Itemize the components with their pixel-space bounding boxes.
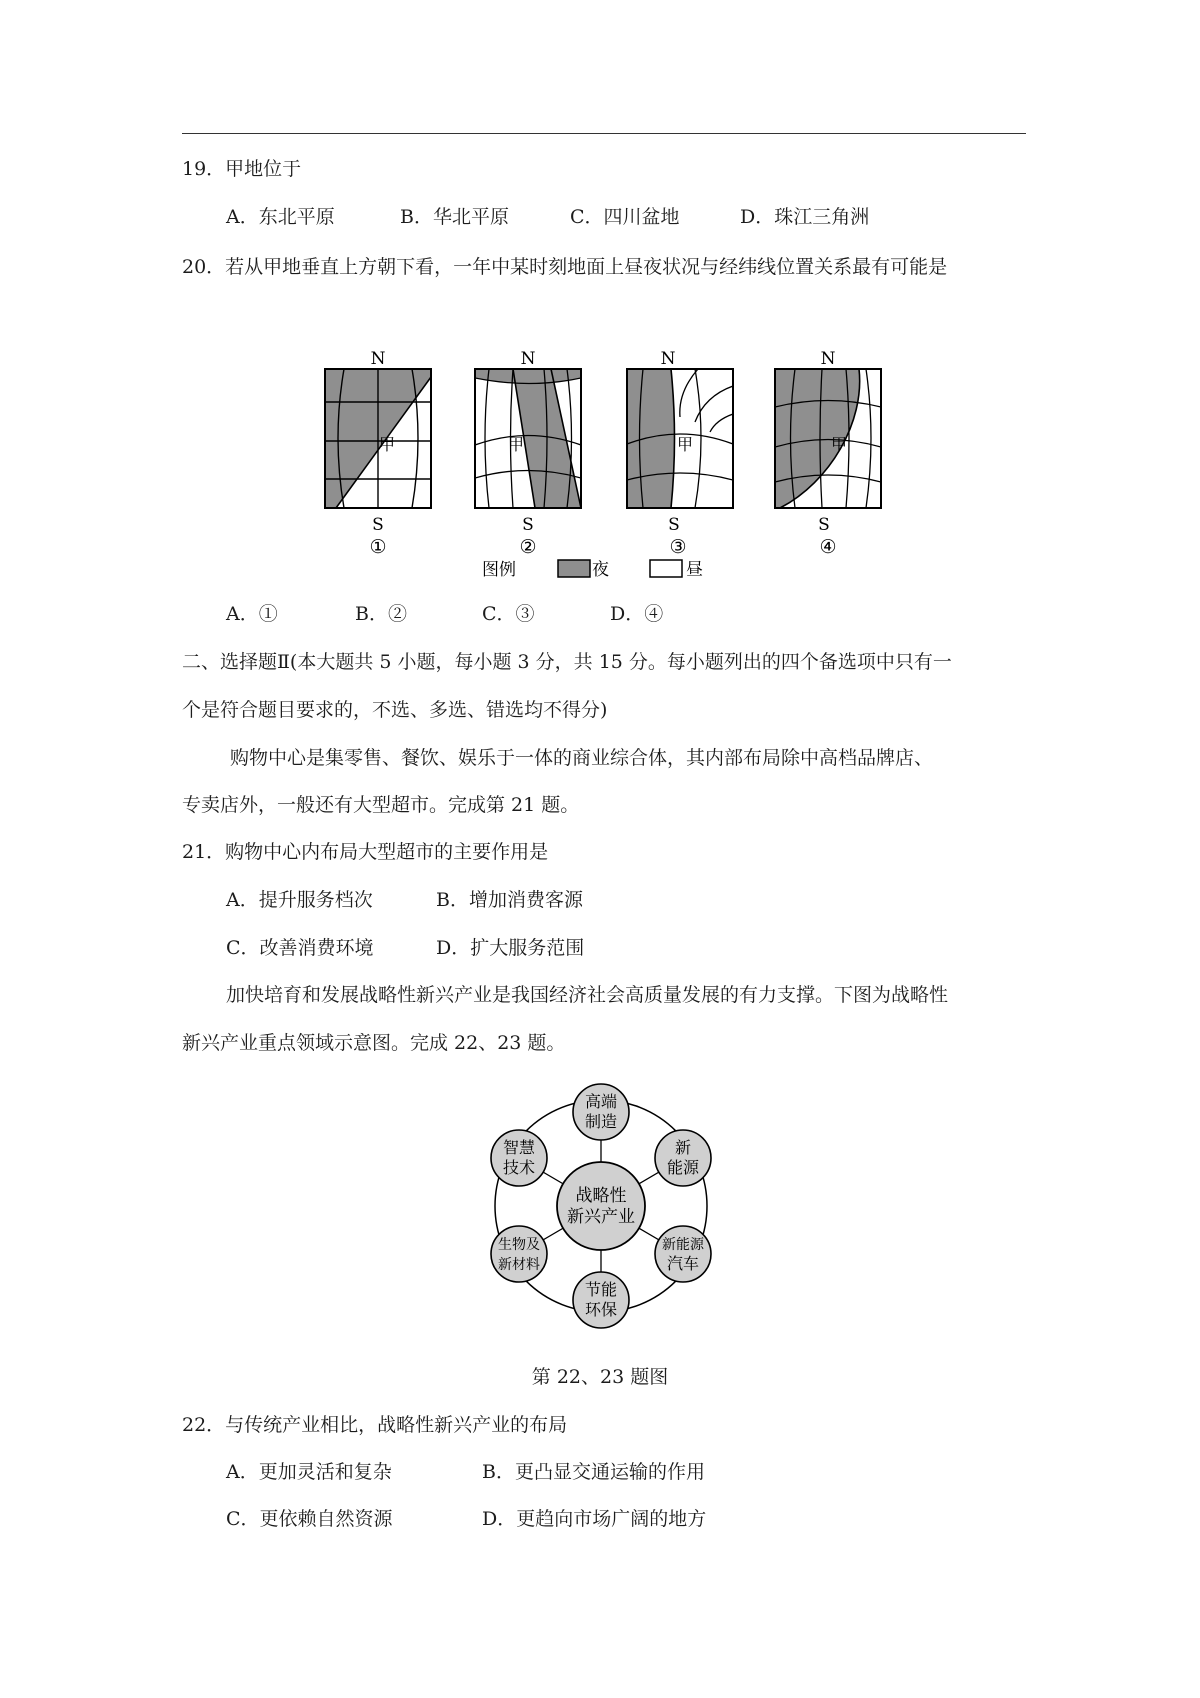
panel-number: ④ [819,536,837,558]
panel-3 [627,349,733,558]
point-jia-label: 甲 [507,435,525,454]
q22-option-b: B．更凸显交通运输的作用 [482,1461,705,1483]
q20-option-a: A．① [226,603,278,625]
legend-day-label: 昼 [686,560,703,580]
q22-option-d: D．更趋向市场广阔的地方 [482,1508,707,1530]
north-label: N [820,349,836,369]
node-label: 生物及 [498,1237,540,1253]
legend-night-swatch [558,560,590,577]
passage21-line1: 购物中心是集零售、餐饮、娱乐于一体的商业综合体，其内部布局除中高档品牌店、 [230,747,934,769]
panel-number: ② [519,536,537,558]
panel-number: ① [369,536,387,558]
node-label: 技术 [502,1158,536,1177]
north-label: N [520,349,536,369]
node-label: 新材料 [498,1257,540,1273]
south-label: S [522,515,534,535]
north-label: N [660,349,676,369]
node-label: 节能 [584,1280,618,1299]
center-node [557,1162,645,1250]
node-label: 能源 [666,1158,700,1177]
point-jia-label: 甲 [378,435,396,454]
q19-option-d: D．珠江三角洲 [740,206,870,228]
node-label: 汽车 [666,1254,700,1273]
legend-day-swatch [650,560,682,577]
passage22-line2: 新兴产业重点领域示意图。完成 22、23 题。 [182,1032,566,1054]
node-high-end-manufacturing [573,1084,629,1140]
q21-option-c: C．改善消费环境 [226,937,374,959]
q22-stem: 22．与传统产业相比，战略性新兴产业的布局 [182,1414,568,1436]
node-label: 新 [674,1138,692,1157]
q22-option-a: A．更加灵活和复杂 [226,1461,392,1483]
passage21-line2: 专卖店外，一般还有大型超市。完成第 21 题。 [182,794,580,816]
section2-line2: 个是符合题目要求的，不选、多选、错选均不得分) [182,699,608,721]
point-jia-label: 甲 [830,435,848,454]
node-label: 智慧 [502,1138,536,1157]
node-label: 制造 [584,1112,618,1131]
q21-option-b: B．增加消费客源 [436,889,583,911]
panel-1 [325,349,431,558]
q20-option-b: B．② [355,603,407,625]
node-label: 新能源 [662,1237,704,1253]
south-label: S [668,515,680,535]
node-label: 环保 [584,1300,618,1319]
node-new-energy-vehicles [655,1226,711,1282]
south-label: S [372,515,384,535]
q21-option-a: A．提升服务档次 [226,889,373,911]
q22-option-c: C．更依赖自然资源 [226,1508,393,1530]
diagram-caption: 第 22、23 题图 [531,1366,669,1388]
legend-label: 图例 [482,560,516,580]
q20-option-d: D．④ [610,603,664,625]
center-label-line1: 战略性 [575,1186,627,1206]
south-label: S [818,515,830,535]
node-new-energy [655,1130,711,1186]
daynight-figure [300,342,900,591]
q19-option-b: B．华北平原 [400,206,509,228]
panel-number: ③ [669,536,687,558]
q19-option-c: C．四川盆地 [570,206,680,228]
point-jia-label: 甲 [676,435,694,454]
panel-4 [775,349,881,558]
header-rule [182,133,1026,134]
figure-legend [482,560,703,580]
node-energy-saving [573,1272,629,1328]
q21-stem: 21．购物中心内布局大型超市的主要作用是 [182,841,549,863]
q20-stem: 20．若从甲地垂直上方朝下看，一年中某时刻地面上昼夜状况与经纬线位置关系最有可能是 [182,256,948,278]
section2-line1: 二、选择题Ⅱ(本大题共 5 小题，每小题 3 分，共 15 分。每小题列出的四个备选项中只有一 [182,651,952,673]
north-label: N [370,349,386,369]
node-label: 高端 [584,1092,618,1111]
panel-2 [475,349,581,558]
center-label-line2: 新兴产业 [567,1207,635,1227]
night-region [627,369,675,508]
q20-option-c: C．③ [482,603,535,625]
legend-night-label: 夜 [592,560,609,580]
node-biotech-materials [491,1226,547,1282]
passage22-line1: 加快培育和发展战略性新兴产业是我国经济社会高质量发展的有力支撑。下图为战略性 [226,984,949,1006]
q19-option-a: A．东北平原 [226,206,335,228]
node-smart-tech [491,1130,547,1186]
industry-diagram [476,1070,726,1354]
q21-option-d: D．扩大服务范围 [436,937,585,959]
q19-stem: 19．甲地位于 [182,158,302,180]
